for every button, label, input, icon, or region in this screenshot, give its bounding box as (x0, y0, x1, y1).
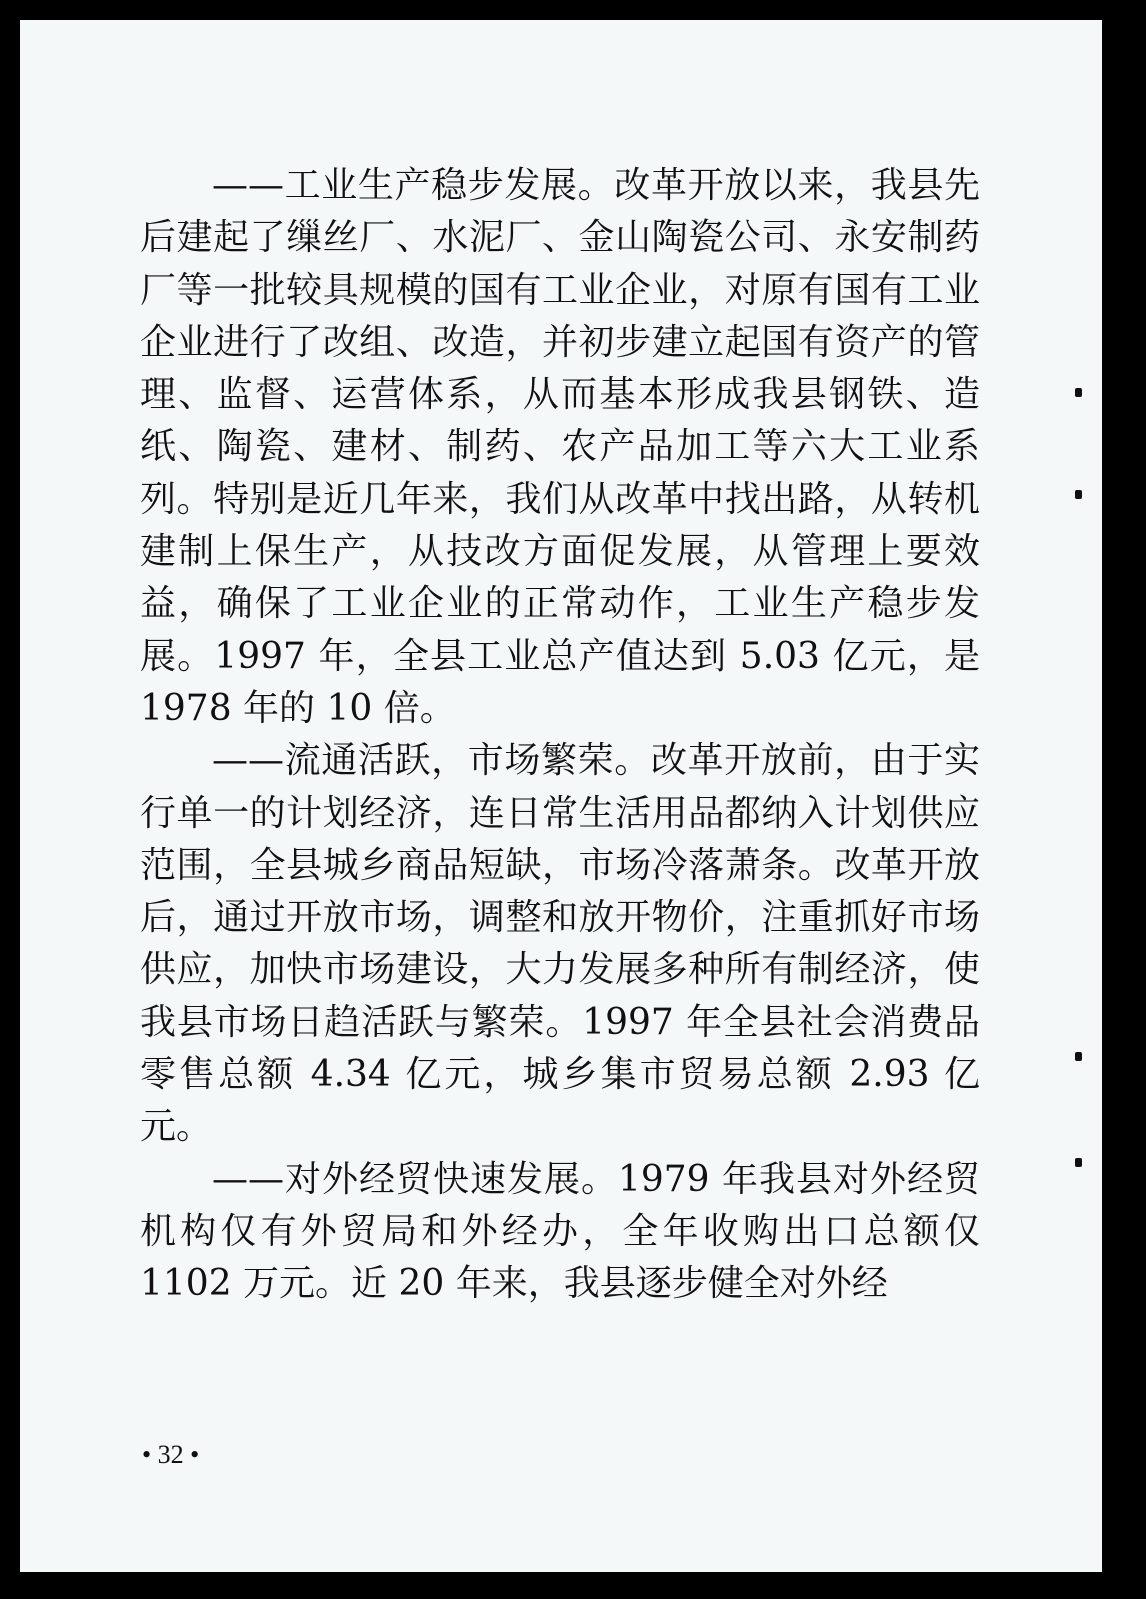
document-page (20, 20, 1102, 1572)
scan-edge-mark (1075, 388, 1082, 397)
scan-edge-mark (1075, 1052, 1082, 1061)
body-text (140, 160, 980, 1311)
scan-edge-mark (1075, 490, 1082, 499)
paragraph-commerce: ——流通活跃，市场繁荣。改革开放前，由于实行单一的计划经济，连日常生活用品都纳入计划供应范围，全县城乡商品短缺，市场冷落萧条。改革开放后，通过开放市场，调整和放开物价，注重抓好市场供应，加快市场建设，大力发展多种所有制经济，使我县市场日趋活跃与繁荣。1997 年全县社会消费品零售总额 4.34 亿元，城乡集市贸易总额 2.93 亿元。 (140, 740, 980, 1148)
scan-edge-mark (1075, 1158, 1082, 1167)
page-number: • 32 • (142, 1440, 200, 1469)
paragraph-foreign-trade: ——对外经贸快速发展。1979 年我县对外经贸机构仅有外贸局和外经办，全年收购出口总额仅 1102 万元。近 20 年来，我县逐步健全对外经 (140, 1158, 980, 1305)
paragraph-industry: ——工业生产稳步发展。改革开放以来，我县先后建起了缫丝厂、水泥厂、金山陶瓷公司、永安制药厂等一批较具规模的国有工业企业，对原有国有工业企业进行了改组、改造，并初步建立起国有资产的管理、监督、运营体系，从而基本形成我县钢铁、造纸、陶瓷、建材、制药、农产品加工等六大工业系列。特别是近几年来，我们从改革中找出路，从转机建制上保生产，从技改方面促发展，从管理上要效益，确保了工业企业的正常动作，工业生产稳步发展。1997 年，全县工业总产值达到 5.03 亿元，是 1978 年的 10 倍。 (140, 165, 980, 729)
